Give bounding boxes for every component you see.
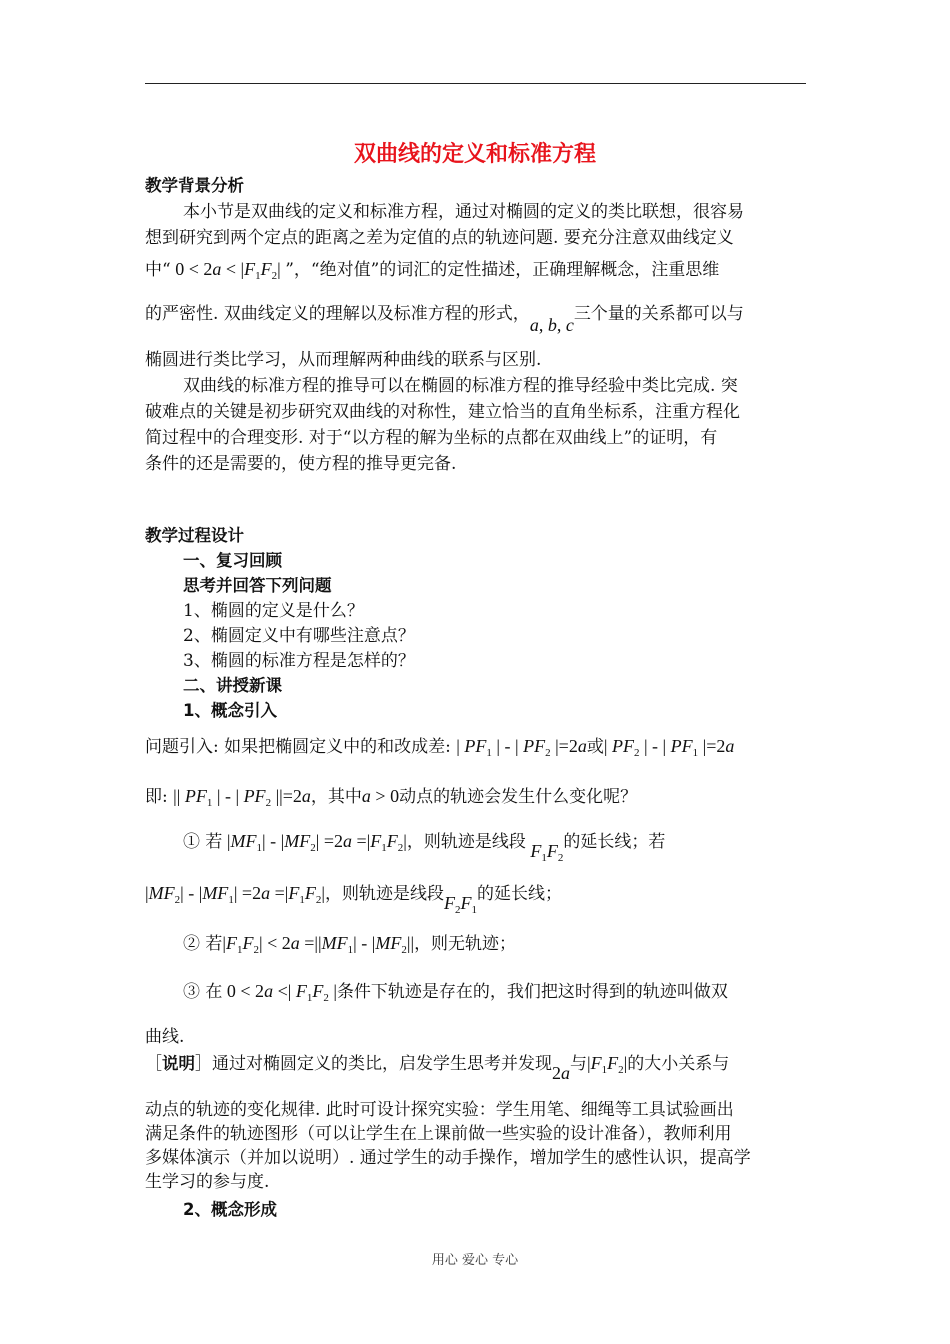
formula-difference-1: | $PF_1$ | - | $PF_2$ |=2a	[456, 736, 587, 759]
case-3-line: ③ 在 0 < 2a <| $F_1F_2$ |条件下轨迹是存在的，我们把这时得到的轨迹叫做双	[183, 981, 728, 1004]
heading-concept-formation: 2、概念形成	[183, 1200, 277, 1219]
formula-abs-difference: || $PF_1$ | - | $PF_2$ ||=2a	[173, 786, 311, 809]
page-title: 双曲线的定义和标准方程	[353, 142, 596, 167]
formula-case-2: $|F_1F_2| < 2a =||MF_1| - |MF_2||$	[222, 933, 415, 956]
note-line-2: 动点的轨迹的变化规律. 此时可设计探究实验：学生用笔、细绳等工具试验画出	[145, 1100, 734, 1120]
section-heading-background: 教学背景分析	[145, 176, 244, 195]
para2-line4: 条件的还是需要的，使方程的推导更完备.	[145, 454, 457, 474]
note-line-5: 生学习的参与度.	[145, 1172, 270, 1192]
heading-concept-intro: 1、概念引入	[183, 701, 277, 720]
intro-line: 问题引入: 如果把椭圆定义中的和改成差: | $PF_1$ | - | $PF_2$ |=2a或| $PF_2$ | - | $PF_1$ |=2a	[145, 736, 735, 759]
heading-review: 一、复习回顾	[183, 551, 282, 570]
para2-line3: 简过程中的合理变形. 对于“以方程的解为坐标的点都在双曲线上”的证明，有	[145, 428, 718, 448]
formula-condition: $0 < 2a < |F_1F_2|$	[175, 259, 286, 282]
note-line-3: 满足条件的轨迹图形（可以让学生在上课前做一些实验的设计准备），教师利用	[145, 1124, 732, 1144]
page-footer: 用心 爱心 专心	[431, 1253, 519, 1268]
para1-line4: 的严密性. 双曲线定义的理解以及标准方程的形式，a, b, c三个量的关系都可以与	[145, 304, 744, 335]
para1-line2: 想到研究到两个定点的距离之差为定值的点的轨迹问题. 要充分注意双曲线定义	[145, 228, 734, 248]
question-3: 3、椭圆的标准方程是怎样的？	[183, 651, 415, 671]
note-line-1: ［说明］通过对椭圆定义的类比，启发学生思考并发现2a与$|F_1F_2|$的大小关系与	[145, 1053, 730, 1083]
para2-line2: 破难点的关键是初步研究双曲线的对称性，建立恰当的直角坐标系，注重方程化	[145, 402, 740, 422]
question-2: 2、椭圆定义中有哪些注意点？	[183, 626, 415, 646]
formula-difference-2: | $PF_2$ | - | $PF_1$ |=2a	[603, 736, 735, 759]
abs-line: 即: || $PF_1$ | - | $PF_2$ ||=2a，其中a > 0动点的轨迹会发生什么变化呢？	[145, 786, 638, 809]
formula-case-3: 0 < 2a <| $F_1F_2$ |	[222, 981, 337, 1004]
para2-line1: 双曲线的标准方程的推导可以在椭圆的标准方程的推导经验中类比完成. 突	[183, 376, 738, 396]
case-3-second-line: 曲线.	[145, 1027, 185, 1047]
para1-line5: 椭圆进行类比学习，从而理解两种曲线的联系与区别.	[145, 350, 542, 370]
case-2-line: ② 若$|F_1F_2| < 2a =||MF_1| - |MF_2||$，则无轨迹；	[183, 933, 517, 956]
formula-a-positive: a > 0	[361, 786, 400, 806]
formula-2a: 2a	[552, 1063, 570, 1083]
note-line-4: 多媒体演示（并加以说明）. 通过学生的动手操作，增加学生的感性认识，提高学	[145, 1148, 751, 1168]
question-1: 1、椭圆的定义是什么？	[183, 601, 364, 621]
segment-f1f2: $F_1F_2$	[525, 841, 564, 864]
para1-line3: 中“ $0 < 2a < |F_1F_2|$ ”，“绝对值”的词汇的定性描述，正确理解概念，注重思维	[145, 259, 720, 282]
heading-think: 思考并回答下列问题	[183, 576, 332, 595]
para1-line1: 本小节是双曲线的定义和标准方程，通过对椭圆的定义的类比联想，很容易	[183, 202, 744, 222]
heading-new-lesson: 二、讲授新课	[183, 676, 282, 695]
formula-abc: a, b, c	[529, 315, 574, 335]
formula-f1f2-abs: $|F_1F_2|$	[587, 1053, 628, 1076]
case-1-second-line: $|MF_2| - |MF_1| =2a =|F_1F_2|$，则轨迹是线段$F_2F_1$的延长线；	[145, 883, 562, 916]
formula-case-1: $|MF_1| - |MF_2| =2a =|F_1F_2|$	[222, 831, 407, 854]
header-rule	[145, 83, 806, 84]
formula-case-1b: $|MF_2| - |MF_1| =2a =|F_1F_2|$	[145, 883, 325, 906]
segment-f2f1: $F_2F_1$	[443, 893, 477, 916]
case-1-line: ① 若 $|MF_1| - |MF_2| =2a =|F_1F_2|$，则轨迹是线段 $F_1F_2$的延长线；若	[183, 831, 666, 864]
section-heading-process: 教学过程设计	[145, 526, 244, 545]
